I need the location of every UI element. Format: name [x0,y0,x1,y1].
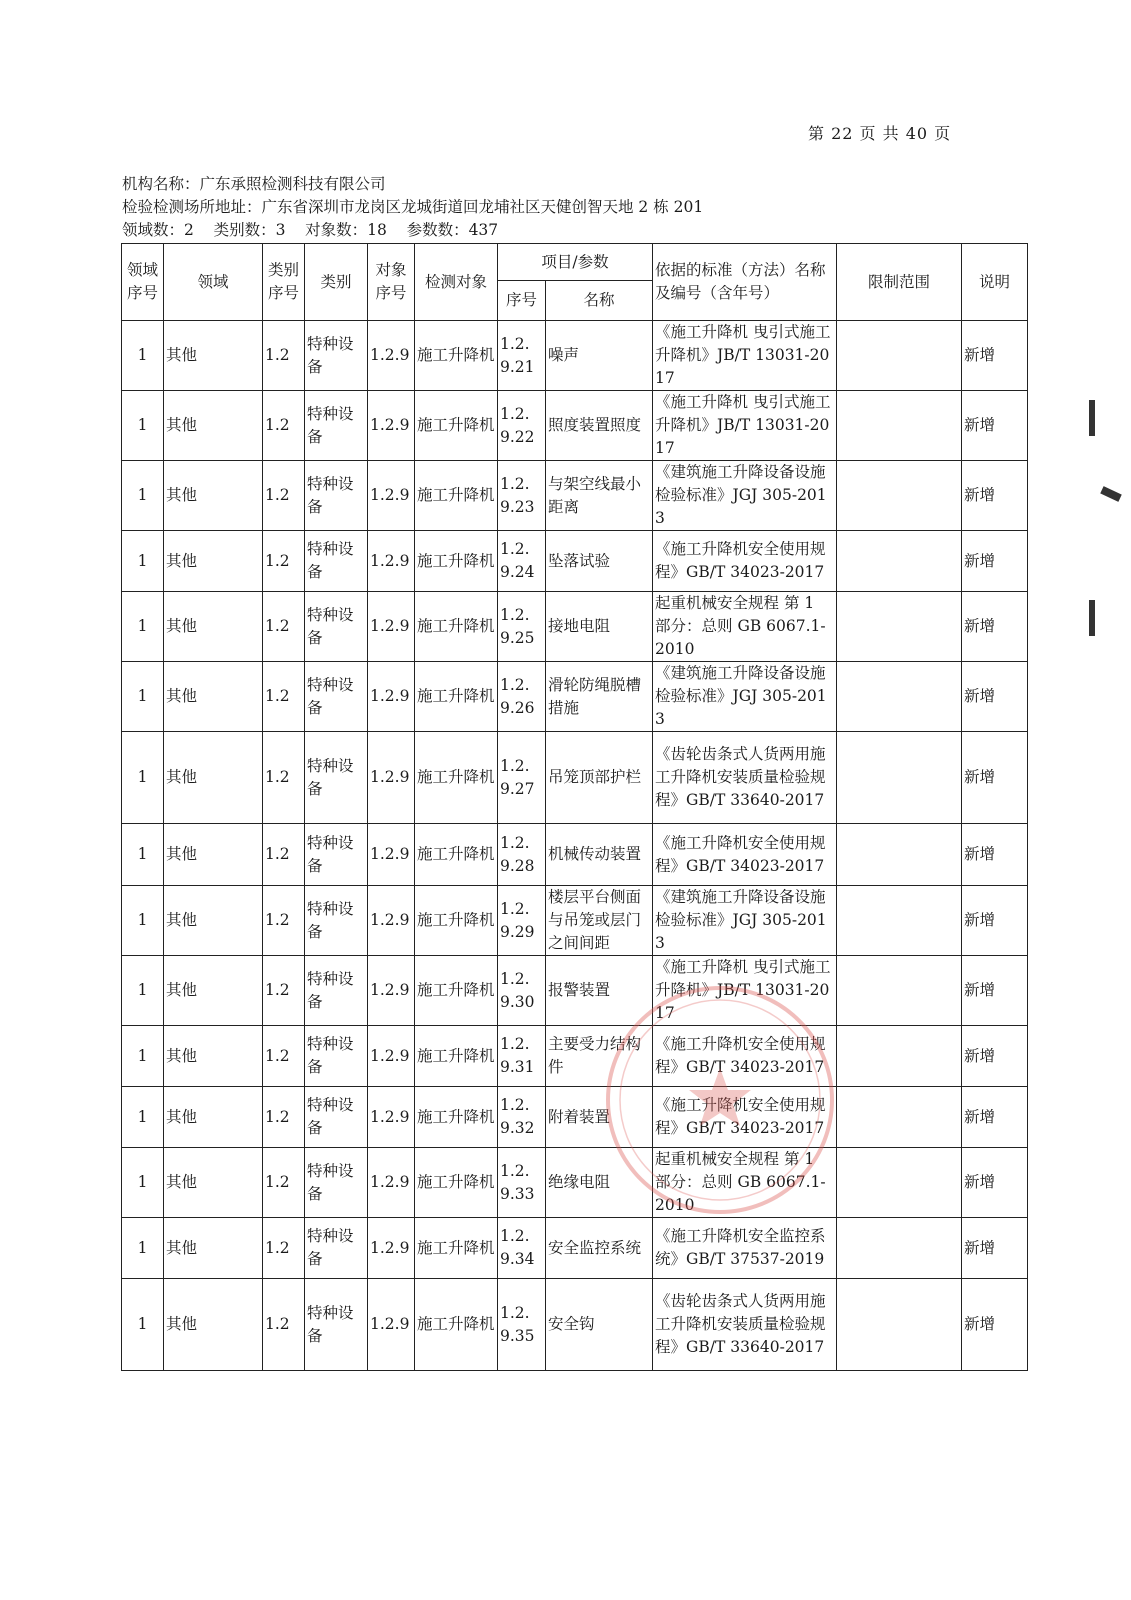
cell-category: 特种设备 [305,662,368,732]
cell-domain: 其他 [164,1218,263,1279]
cell-item-no: 1.2.9.35 [498,1279,546,1371]
org-address: 检验检测场所地址：广东省深圳市龙岗区龙城街道回龙埔社区天健创智天地 2 栋 201 [122,198,704,216]
cell-standard: 《施工升降机安全使用规程》GB/T 34023-2017 [653,531,837,592]
table-row [122,956,1028,1026]
cell-item-no: 1.2.9.31 [498,1026,546,1087]
header-note: 说明 [962,244,1028,321]
cell-item-name: 附着装置 [546,1087,653,1148]
table-row [122,592,1028,662]
cell-category: 特种设备 [305,461,368,531]
cell-category-no: 1.2 [263,662,305,732]
cell-object: 施工升降机 [415,321,498,391]
cell-category: 特种设备 [305,732,368,824]
cell-item-name: 机械传动装置 [546,824,653,886]
cell-category: 特种设备 [305,886,368,956]
cell-domain-no: 1 [122,531,164,592]
cell-domain: 其他 [164,391,263,461]
cell-note: 新增 [962,1218,1028,1279]
cell-item-name: 噪声 [546,321,653,391]
cell-limit [837,1218,962,1279]
cell-limit [837,956,962,1026]
cell-note: 新增 [962,531,1028,592]
cell-item-name: 楼层平台侧面与吊笼或层门之间间距 [546,886,653,956]
cell-object: 施工升降机 [415,732,498,824]
cell-note: 新增 [962,1279,1028,1371]
cell-object: 施工升降机 [415,1087,498,1148]
cell-limit [837,886,962,956]
cell-item-name: 坠落试验 [546,531,653,592]
table-row [122,1218,1028,1279]
cell-object-no: 1.2.9 [368,391,415,461]
cell-item-no: 1.2.9.34 [498,1218,546,1279]
cell-item-no: 1.2.9.30 [498,956,546,1026]
cell-object-no: 1.2.9 [368,1218,415,1279]
cell-note: 新增 [962,662,1028,732]
cell-standard: 《施工升降机 曳引式施工升降机》JB/T 13031-2017 [653,321,837,391]
cell-domain: 其他 [164,592,263,662]
header-category: 类别 [305,244,368,321]
cell-limit [837,531,962,592]
cell-domain-no: 1 [122,824,164,886]
cell-category: 特种设备 [305,824,368,886]
cell-object: 施工升降机 [415,956,498,1026]
cell-limit [837,1148,962,1218]
cell-category: 特种设备 [305,592,368,662]
cell-item-no: 1.2.9.32 [498,1087,546,1148]
cell-domain-no: 1 [122,1279,164,1371]
cell-object-no: 1.2.9 [368,1148,415,1218]
cell-category-no: 1.2 [263,391,305,461]
table-row [122,1279,1028,1371]
header-standard: 依据的标准（方法）名称及编号（含年号） [653,244,837,321]
cell-limit [837,824,962,886]
cell-item-name: 照度装置照度 [546,391,653,461]
org-name: 机构名称：广东承照检测科技有限公司 [122,175,386,193]
cell-domain: 其他 [164,1148,263,1218]
cell-category: 特种设备 [305,391,368,461]
cell-object-no: 1.2.9 [368,461,415,531]
cell-category: 特种设备 [305,1279,368,1371]
cell-limit [837,1087,962,1148]
cell-object: 施工升降机 [415,531,498,592]
cell-item-no: 1.2.9.22 [498,391,546,461]
cell-item-no: 1.2.9.24 [498,531,546,592]
header-object: 检测对象 [415,244,498,321]
table-row [122,1087,1028,1148]
cell-object-no: 1.2.9 [368,531,415,592]
cell-category: 特种设备 [305,956,368,1026]
cell-item-name: 与架空线最小距离 [546,461,653,531]
cell-object-no: 1.2.9 [368,732,415,824]
cell-limit [837,321,962,391]
cell-category: 特种设备 [305,1148,368,1218]
cell-category-no: 1.2 [263,732,305,824]
cell-note: 新增 [962,1148,1028,1218]
table-row [122,662,1028,732]
header-item-no: 序号 [498,281,546,321]
cell-limit [837,662,962,732]
edge-scan-mark [1075,400,1131,640]
table-row [122,824,1028,886]
cell-item-name: 接地电阻 [546,592,653,662]
cell-limit [837,1279,962,1371]
cell-domain-no: 1 [122,321,164,391]
cell-object-no: 1.2.9 [368,824,415,886]
cell-note: 新增 [962,391,1028,461]
cell-standard: 《施工升降机安全使用规程》GB/T 34023-2017 [653,824,837,886]
cell-object: 施工升降机 [415,1148,498,1218]
cell-domain: 其他 [164,321,263,391]
cell-category-no: 1.2 [263,1148,305,1218]
cell-object-no: 1.2.9 [368,1087,415,1148]
cell-item-name: 滑轮防绳脱槽措施 [546,662,653,732]
org-counts: 领域数：2 类别数：3 对象数：18 参数数：437 [122,221,499,239]
cell-standard: 《建筑施工升降设备设施检验标准》JGJ 305-2013 [653,886,837,956]
cell-object: 施工升降机 [415,662,498,732]
table-row [122,321,1028,391]
cell-domain: 其他 [164,1279,263,1371]
cell-object: 施工升降机 [415,461,498,531]
cell-domain: 其他 [164,461,263,531]
cell-item-no: 1.2.9.27 [498,732,546,824]
table-row [122,886,1028,956]
cell-note: 新增 [962,1026,1028,1087]
cell-standard: 《施工升降机安全使用规程》GB/T 34023-2017 [653,1026,837,1087]
cell-limit [837,1026,962,1087]
header-limit: 限制范围 [837,244,962,321]
header-domain-no: 领域序号 [122,244,164,321]
cell-item-no: 1.2.9.28 [498,824,546,886]
cell-category-no: 1.2 [263,1279,305,1371]
cell-domain-no: 1 [122,886,164,956]
cell-item-no: 1.2.9.21 [498,321,546,391]
cell-object-no: 1.2.9 [368,886,415,956]
cell-object-no: 1.2.9 [368,592,415,662]
cell-category-no: 1.2 [263,1087,305,1148]
cell-item-name: 绝缘电阻 [546,1148,653,1218]
cell-object-no: 1.2.9 [368,1279,415,1371]
cell-item-no: 1.2.9.25 [498,592,546,662]
page-number: 第 22 页 共 40 页 [808,124,952,143]
table-row [122,461,1028,531]
cell-domain: 其他 [164,1026,263,1087]
header-item-group: 项目/参数 [498,244,653,281]
cell-item-name: 安全监控系统 [546,1218,653,1279]
header-category-no: 类别序号 [263,244,305,321]
cell-standard: 《施工升降机安全监控系统》GB/T 37537-2019 [653,1218,837,1279]
cell-object-no: 1.2.9 [368,662,415,732]
cell-item-name: 报警装置 [546,956,653,1026]
cell-item-no: 1.2.9.23 [498,461,546,531]
cell-standard: 起重机械安全规程 第 1 部分：总则 GB 6067.1-2010 [653,592,837,662]
cell-category-no: 1.2 [263,824,305,886]
cell-category: 特种设备 [305,1218,368,1279]
cell-domain-no: 1 [122,662,164,732]
cell-category-no: 1.2 [263,461,305,531]
cell-standard: 《施工升降机 曳引式施工升降机》JB/T 13031-2017 [653,956,837,1026]
cell-standard: 起重机械安全规程 第 1 部分：总则 GB 6067.1-2010 [653,1148,837,1218]
header-domain: 领域 [164,244,263,321]
cell-object: 施工升降机 [415,886,498,956]
cell-limit [837,391,962,461]
cell-domain-no: 1 [122,391,164,461]
cell-note: 新增 [962,732,1028,824]
cell-category-no: 1.2 [263,592,305,662]
table-row [122,531,1028,592]
cell-domain-no: 1 [122,461,164,531]
cell-object-no: 1.2.9 [368,956,415,1026]
cell-note: 新增 [962,461,1028,531]
table-row [122,732,1028,824]
header-item-name: 名称 [546,281,653,321]
cell-object: 施工升降机 [415,1218,498,1279]
cell-category: 特种设备 [305,1026,368,1087]
cell-limit [837,732,962,824]
cell-note: 新增 [962,886,1028,956]
cell-item-no: 1.2.9.26 [498,662,546,732]
cell-category: 特种设备 [305,531,368,592]
cell-domain-no: 1 [122,1148,164,1218]
table-row [122,1148,1028,1218]
cell-domain: 其他 [164,956,263,1026]
cell-category: 特种设备 [305,1087,368,1148]
cell-domain: 其他 [164,531,263,592]
cell-note: 新增 [962,1087,1028,1148]
cell-domain: 其他 [164,1087,263,1148]
cell-object-no: 1.2.9 [368,1026,415,1087]
cell-object: 施工升降机 [415,391,498,461]
table-row [122,1026,1028,1087]
cell-note: 新增 [962,824,1028,886]
cell-domain-no: 1 [122,592,164,662]
cell-category-no: 1.2 [263,886,305,956]
table-row [122,391,1028,461]
cell-object: 施工升降机 [415,1026,498,1087]
cell-domain-no: 1 [122,732,164,824]
cell-category-no: 1.2 [263,956,305,1026]
cell-standard: 《建筑施工升降设备设施检验标准》JGJ 305-2013 [653,662,837,732]
cell-object-no: 1.2.9 [368,321,415,391]
cell-domain: 其他 [164,662,263,732]
cell-domain: 其他 [164,824,263,886]
cell-standard: 《建筑施工升降设备设施检验标准》JGJ 305-2013 [653,461,837,531]
cell-standard: 《施工升降机 曳引式施工升降机》JB/T 13031-2017 [653,391,837,461]
cell-category-no: 1.2 [263,1218,305,1279]
cell-domain-no: 1 [122,1026,164,1087]
cell-item-no: 1.2.9.29 [498,886,546,956]
cell-domain-no: 1 [122,956,164,1026]
cell-note: 新增 [962,321,1028,391]
cell-domain-no: 1 [122,1218,164,1279]
cell-item-name: 主要受力结构件 [546,1026,653,1087]
cell-domain: 其他 [164,732,263,824]
cell-standard: 《齿轮齿条式人货两用施工升降机安装质量检验规程》GB/T 33640-2017 [653,732,837,824]
cell-domain: 其他 [164,886,263,956]
cell-limit [837,461,962,531]
cell-object: 施工升降机 [415,592,498,662]
cell-category-no: 1.2 [263,531,305,592]
cell-note: 新增 [962,592,1028,662]
cell-object: 施工升降机 [415,824,498,886]
cell-note: 新增 [962,956,1028,1026]
cell-category: 特种设备 [305,321,368,391]
cell-item-name: 吊笼顶部护栏 [546,732,653,824]
cell-limit [837,592,962,662]
cell-item-name: 安全钩 [546,1279,653,1371]
cell-standard: 《齿轮齿条式人货两用施工升降机安装质量检验规程》GB/T 33640-2017 [653,1279,837,1371]
org-header [122,173,703,242]
cell-category-no: 1.2 [263,1026,305,1087]
cell-item-no: 1.2.9.33 [498,1148,546,1218]
cell-category-no: 1.2 [263,321,305,391]
header-object-no: 对象序号 [368,244,415,321]
cell-domain-no: 1 [122,1087,164,1148]
cell-object: 施工升降机 [415,1279,498,1371]
cell-standard: 《施工升降机安全使用规程》GB/T 34023-2017 [653,1087,837,1148]
scope-table [121,243,1028,1371]
